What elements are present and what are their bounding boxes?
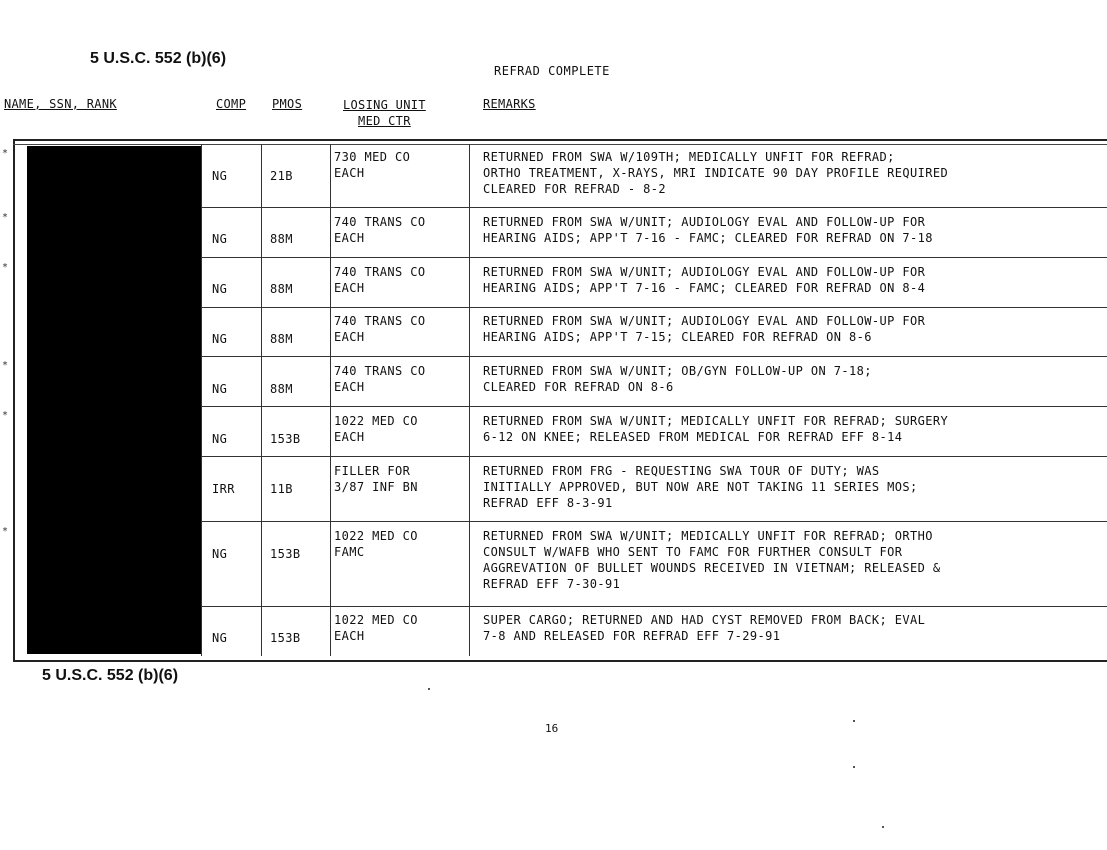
row-8-remarks: RETURNED FROM SWA W/UNIT; MEDICALLY UNFIT FOR REFRAD; ORTHO CONSULT W/WAFB WHO SENT TO FAMC FOR FURTHER CONSULT FOR AGGREVATION OF BULLET WOUNDS RECEIVED IN VIETNAM; RELEASED & REFRAD EFF 7-30-91 [483,529,941,591]
row-6-remarks: RETURNED FROM SWA W/UNIT; MEDICALLY UNFIT FOR REFRAD; SURGERY 6-12 ON KNEE; RELEASED FROM MEDICAL FOR REFRAD EFF 8-14 [483,414,949,444]
scan-speck [853,720,855,722]
row-3-remarks: RETURNED FROM SWA W/UNIT; AUDIOLOGY EVAL AND FOLLOW-UP FOR HEARING AIDS; APP'T 7-16 - FAMC; CLEARED FOR REFRAD ON 8-4 [483,265,926,295]
margin-asterisk: * [2,410,9,421]
row-2-comp: NG [212,232,228,246]
row-2-remarks: RETURNED FROM SWA W/UNIT; AUDIOLOGY EVAL AND FOLLOW-UP FOR HEARING AIDS; APP'T 7-16 - FAMC; CLEARED FOR REFRAD ON 7-18 [483,215,933,245]
column-divider [261,144,262,656]
table-top-rule [13,144,1107,145]
header-name-ssn-rank: NAME, SSN, RANK [4,97,117,111]
column-divider [330,144,331,656]
row-8-pmos: 153B [270,547,301,561]
scan-speck [428,688,430,690]
margin-asterisk: * [2,360,9,371]
row-2-losing-unit: 740 TRANS CO EACH [334,215,426,245]
row-3-comp: NG [212,282,228,296]
row-1-remarks: RETURNED FROM SWA W/109TH; MEDICALLY UNFIT FOR REFRAD; ORTHO TREATMENT, X-RAYS, MRI INDICATE 90 DAY PROFILE REQUIRED CLEARED FOR REFRAD - 8-2 [483,150,949,196]
header-remarks: REMARKS [483,97,536,111]
row-4-remarks: RETURNED FROM SWA W/UNIT; AUDIOLOGY EVAL AND FOLLOW-UP FOR HEARING AIDS; APP'T 7-15; CLEARED FOR REFRAD ON 8-6 [483,314,926,344]
row-divider [201,307,1107,308]
margin-asterisk: * [2,262,9,273]
row-8-losing-unit: 1022 MED CO FAMC [334,529,418,559]
row-divider [201,257,1107,258]
page-title: REFRAD COMPLETE [494,64,610,78]
row-9-losing-unit: 1022 MED CO EACH [334,613,418,643]
row-7-losing-unit: FILLER FOR 3/87 INF BN [334,464,418,494]
column-divider [469,144,470,656]
row-divider [201,356,1107,357]
row-9-remarks: SUPER CARGO; RETURNED AND HAD CYST REMOVED FROM BACK; EVAL 7-8 AND RELEASED FOR REFRAD EFF 7-29-91 [483,613,926,643]
margin-asterisk: * [2,526,9,537]
exemption-label-bottom: 5 U.S.C. 552 (b)(6) [42,667,179,684]
row-4-comp: NG [212,332,228,346]
row-9-pmos: 153B [270,631,301,645]
row-5-pmos: 88M [270,382,293,396]
row-divider [201,207,1107,208]
row-7-comp: IRR [212,482,235,496]
scan-speck [853,766,855,768]
row-6-pmos: 153B [270,432,301,446]
row-3-losing-unit: 740 TRANS CO EACH [334,265,426,295]
redaction-block [27,146,201,654]
column-divider [201,144,202,656]
row-9-comp: NG [212,631,228,645]
margin-asterisk: * [2,212,9,223]
header-med-ctr-label: MED CTR [358,114,411,128]
header-losing-unit [343,97,426,129]
row-divider [201,406,1107,407]
row-divider [201,456,1107,457]
row-6-comp: NG [212,432,228,446]
row-6-losing-unit: 1022 MED CO EACH [334,414,418,444]
row-1-pmos: 21B [270,169,293,183]
row-5-losing-unit: 740 TRANS CO EACH [334,364,426,394]
row-1-losing-unit: 730 MED CO EACH [334,150,411,180]
row-8-comp: NG [212,547,228,561]
row-3-pmos: 88M [270,282,293,296]
header-comp: COMP [216,97,247,111]
row-5-comp: NG [212,382,228,396]
row-4-pmos: 88M [270,332,293,346]
row-7-remarks: RETURNED FROM FRG - REQUESTING SWA TOUR OF DUTY; WAS INITIALLY APPROVED, BUT NOW ARE NOT TAKING 11 SERIES MOS; REFRAD EFF 8-3-91 [483,464,918,510]
row-divider [201,521,1107,522]
margin-asterisk: * [2,148,9,159]
page-number: 16 [545,722,559,735]
row-4-losing-unit: 740 TRANS CO EACH [334,314,426,344]
exemption-label-top: 5 U.S.C. 552 (b)(6) [90,50,227,67]
header-pmos: PMOS [272,97,303,111]
row-1-comp: NG [212,169,228,183]
row-2-pmos: 88M [270,232,293,246]
row-7-pmos: 11B [270,482,293,496]
row-5-remarks: RETURNED FROM SWA W/UNIT; OB/GYN FOLLOW-UP ON 7-18; CLEARED FOR REFRAD ON 8-6 [483,364,872,394]
header-losing-unit-label: LOSING UNIT [343,98,426,112]
scan-speck [882,826,884,828]
row-divider [201,606,1107,607]
